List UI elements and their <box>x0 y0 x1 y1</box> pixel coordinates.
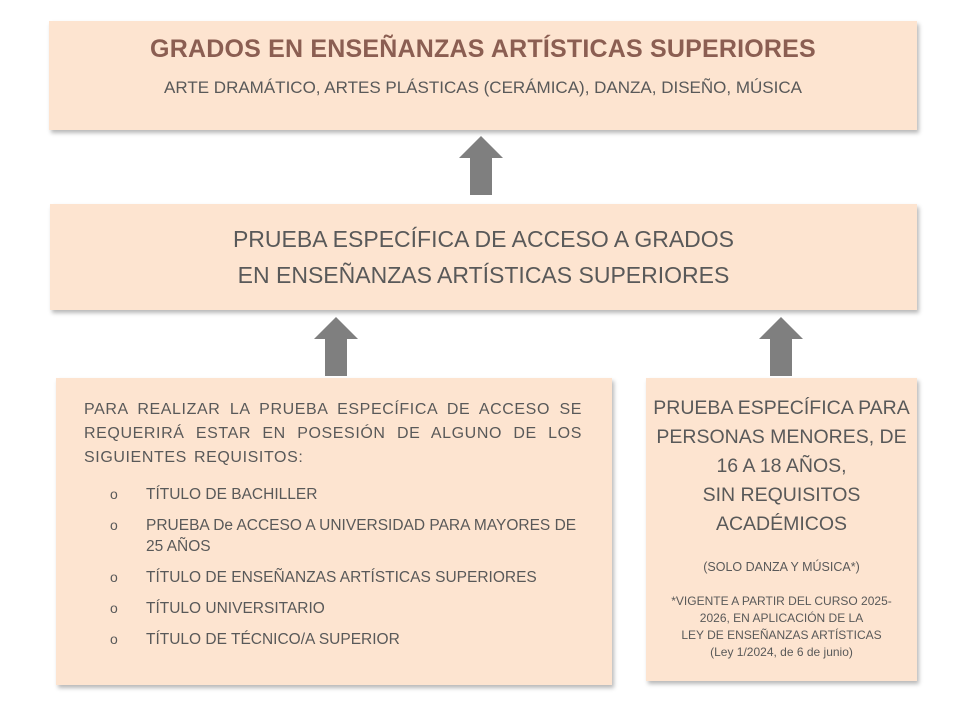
requirement-text: PRUEBA De ACCESO A UNIVERSIDAD PARA MAYORES DE 25 AÑOS <box>146 517 577 555</box>
access-test-title-line-2: EN ENSEÑANZAS ARTÍSTICAS SUPERIORES <box>237 262 730 288</box>
minors-test-line-2: PERSONAS MENORES, DE <box>656 426 907 448</box>
footnote-line-2: 2026, EN APLICACIÓN DE LA <box>699 611 864 625</box>
list-item <box>84 598 582 619</box>
access-test-title-line-1: PRUEBA ESPECÍFICA DE ACCESO A GRADOS <box>232 226 735 252</box>
bullet-icon: o <box>110 600 118 616</box>
minors-test-line-1: PRUEBA ESPECÍFICA PARA <box>653 397 910 419</box>
list-item <box>84 484 582 505</box>
requirement-text: TÍTULO DE ENSEÑANZAS ARTÍSTICAS SUPERIORES <box>146 569 537 586</box>
list-item <box>84 515 582 557</box>
footnote-line-1: *VIGENTE A PARTIR DEL CURSO 2025- <box>671 594 892 608</box>
arrow-up-icon <box>314 317 358 377</box>
degrees-box <box>49 21 917 130</box>
requirement-text: TÍTULO UNIVERSITARIO <box>146 600 325 617</box>
footnote-line-3: LEY DE ENSEÑANZAS ARTÍSTICAS <box>681 628 882 642</box>
bullet-icon: o <box>110 486 118 502</box>
footnote-line-4: (Ley 1/2024, de 6 de junio) <box>710 645 853 659</box>
minors-test-line-4: SIN REQUISITOS <box>702 484 861 506</box>
minors-test-box <box>646 378 917 681</box>
requirement-text: TÍTULO DE BACHILLER <box>146 486 318 503</box>
list-item <box>84 629 582 650</box>
minors-test-line-3: 16 A 18 AÑOS, <box>716 455 847 477</box>
arrow-up-icon <box>459 136 503 196</box>
access-test-box <box>50 204 917 310</box>
degrees-disciplines: ARTE DRAMÁTICO, ARTES PLÁSTICAS (CERÁMICA), DANZA, DISEÑO, MÚSICA <box>164 78 802 97</box>
arrow-up-icon <box>759 317 803 377</box>
footnote <box>646 593 917 661</box>
requirement-text: TÍTULO DE TÉCNICO/A SUPERIOR <box>146 631 400 648</box>
bullet-icon: o <box>110 569 118 585</box>
minors-test-line-5: ACADÉMICOS <box>715 513 848 535</box>
requirements-box <box>56 378 612 685</box>
bullet-icon: o <box>110 631 118 647</box>
requirements-intro: PARA REALIZAR LA PRUEBA ESPECÍFICA DE ACCESO SE REQUERIRÁ ESTAR EN POSESIÓN DE ALGUNO DE LOS SIGUIENTES REQUISITOS: <box>84 401 582 466</box>
degrees-title: GRADOS EN ENSEÑANZAS ARTÍSTICAS SUPERIORES <box>150 35 816 63</box>
disciplines-note: (SOLO DANZA Y MÚSICA*) <box>703 560 860 574</box>
bullet-icon: o <box>110 517 118 533</box>
list-item <box>84 567 582 588</box>
requirements-list <box>84 484 582 650</box>
